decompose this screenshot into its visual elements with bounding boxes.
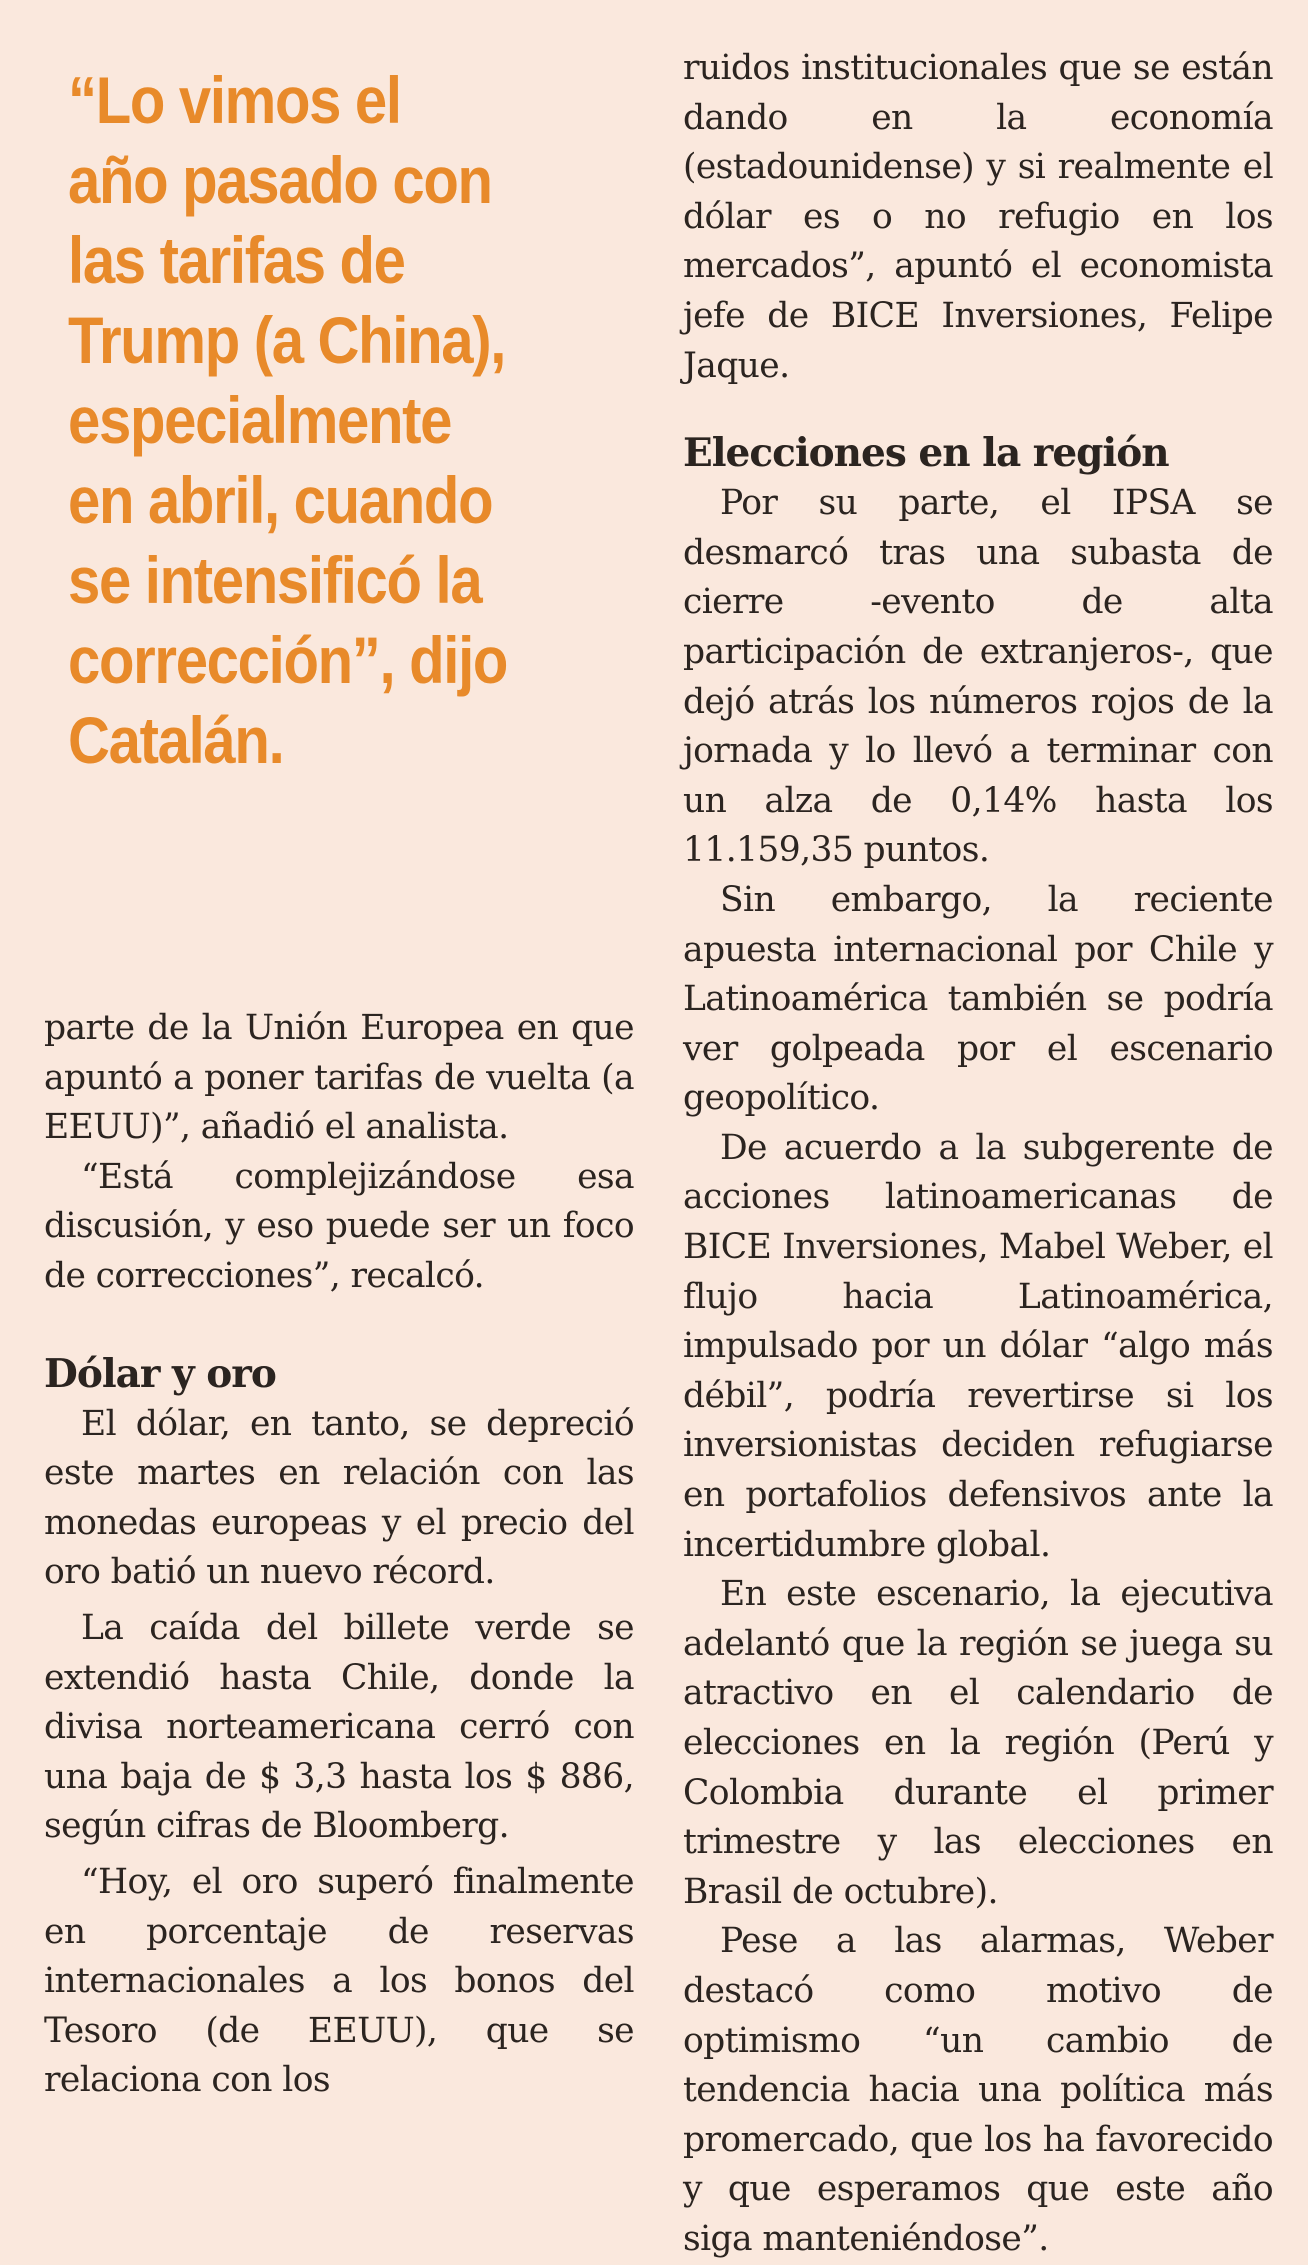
left-paragraph-2: “Está complejizándose esa discusión, y eso puede ser un foco de correcciones”, recalcó. xyxy=(44,1156,634,1296)
quote-spacer xyxy=(44,780,634,1004)
right-paragraph-5: En este escenario, la ejecutiva adelantó que la región se juega su atractivo en el calendario de elecciones en la región (Perú y Colombia durante el primer trimestre y las elecciones en Brasil de octubre). xyxy=(683,1574,1273,1912)
right-paragraph-1: ruidos institucionales que se están dando en la economía (estadounidense) y si realmente el dólar es o no refugio en los mercados”, apuntó el economista jefe de BICE Inversiones, Felipe Jaque. xyxy=(683,48,1273,386)
pull-quote: “Lo vimos el año pasado con las tarifas de Trump (a China), especialmente en abril, cuando se intensificó la corrección”, dijo Catalán. xyxy=(68,63,508,777)
left-paragraph-3: El dólar, en tanto, se depreció este martes en relación con las monedas europeas y el precio del oro batió un nuevo récord. xyxy=(44,1403,634,1593)
right-column xyxy=(683,44,1273,2265)
left-column xyxy=(44,48,634,2106)
left-paragraph-5: “Hoy, el oro superó finalmente en porcentaje de reservas internacionales a los bonos del Tesoro (de EEUU), que se relaciona con los xyxy=(44,1861,634,2101)
right-paragraph-4: De acuerdo a la subgerente de acciones latinoamericanas de BICE Inversiones, Mabel Weber, el flujo hacia Latinoamérica, impulsado por un dólar “algo más débil”, podría revertirse si los inversionistas deciden refugiarse en portafolios defensivos ante la incertidumbre global. xyxy=(683,1127,1273,1565)
left-paragraph-4: La caída del billete verde se extendió hasta Chile, donde la divisa norteamericana cerró con una baja de $ 3,3 hasta los $ 886, según cifras de Bloomberg. xyxy=(44,1607,634,1847)
right-paragraph-2: Por su parte, el IPSA se desmarcó tras una subasta de cierre -evento de alta participación de extranjeros-, que dejó atrás los números rojos de la jornada y lo llevó a terminar con un alza de 0,14% hasta los 11.159,35 puntos. xyxy=(683,483,1273,871)
left-paragraph-1: parte de la Unión Europea en que apuntó a poner tarifas de vuelta (a EEUU)”, añadió el analista. xyxy=(44,1008,634,1148)
heading-dolar-y-oro: Dólar y oro xyxy=(44,1350,276,1397)
right-paragraph-6: Pese a las alarmas, Weber destacó como motivo de optimismo “un cambio de tendencia hacia una política más promercado, que los ha favorecido y que esperamos que este año siga manteniéndose”. xyxy=(683,1921,1273,2259)
right-paragraph-3: Sin embargo, la reciente apuesta internacional por Chile y Latinoamérica también se podría ver golpeada por el escenario geopolítico. xyxy=(683,879,1273,1119)
heading-elecciones: Elecciones en la región xyxy=(683,430,1169,477)
